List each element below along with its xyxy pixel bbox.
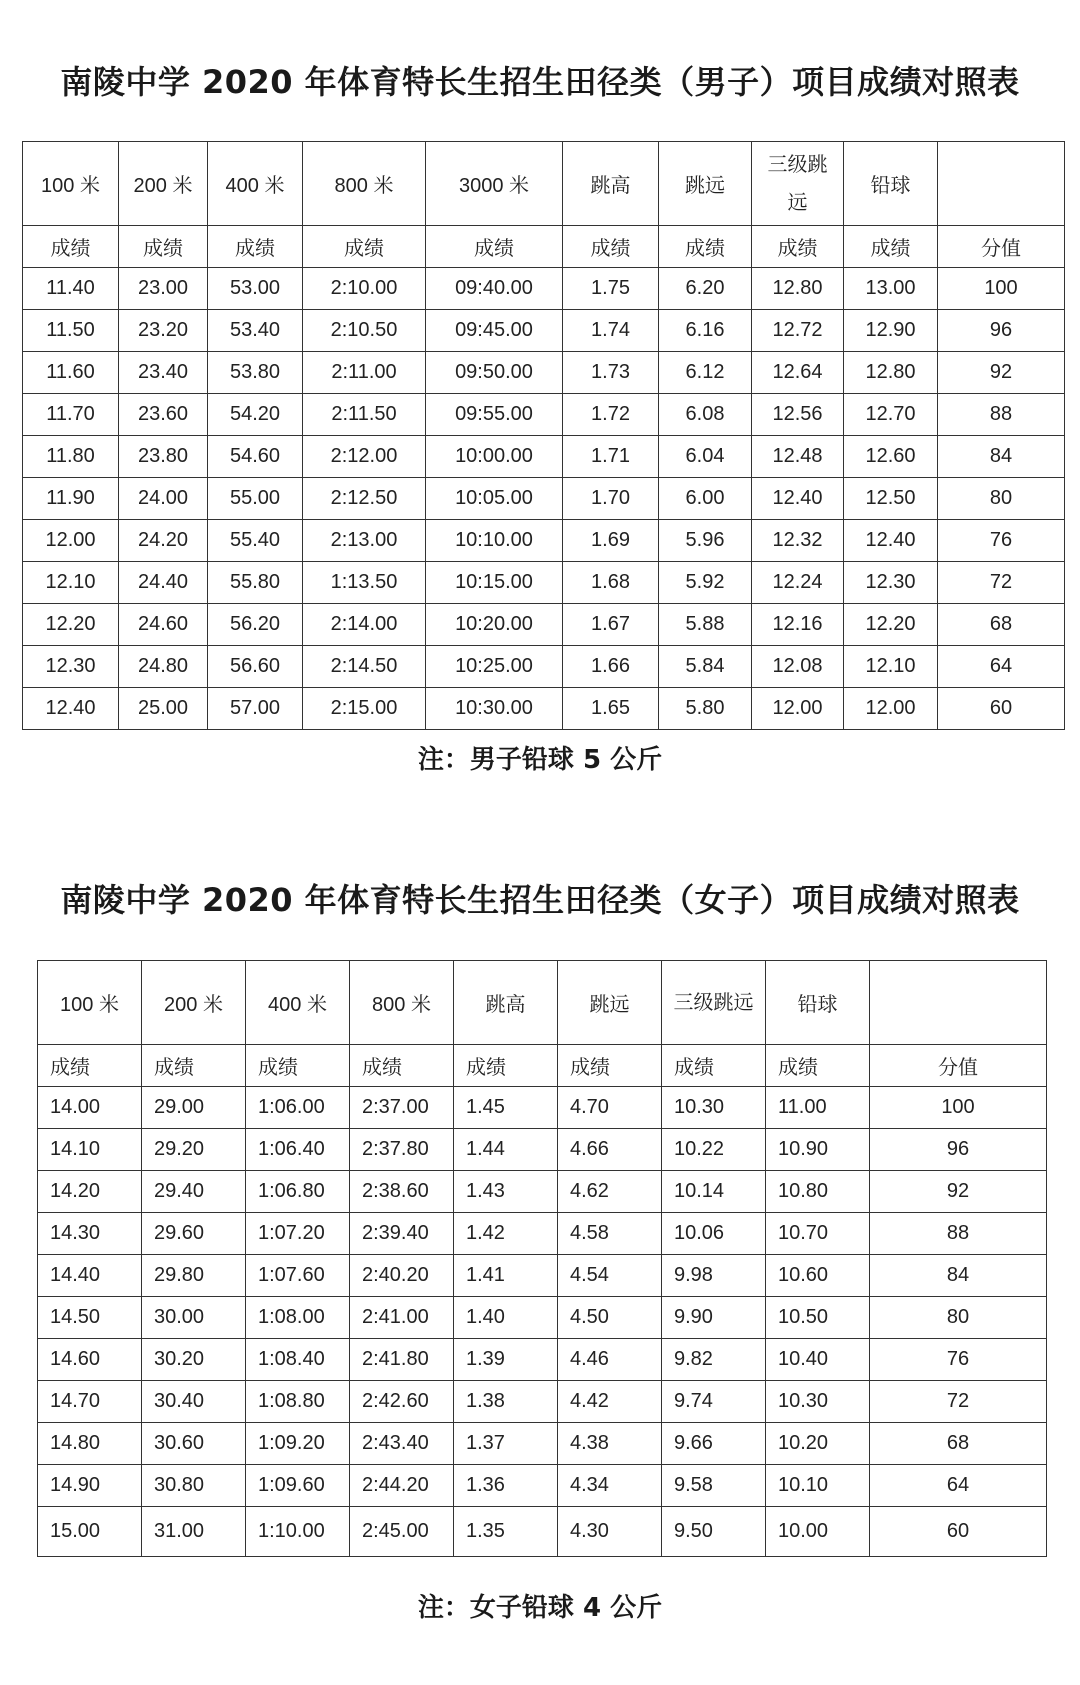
women-event-200m: 200 米 — [142, 961, 246, 1045]
men-table-row — [23, 478, 1065, 520]
men-table-row — [23, 268, 1065, 310]
women-table-cell: 9.50 — [662, 1507, 766, 1557]
women-table-title: 南陵中学 2020 年体育特长生招生田径类（女子）项目成绩对照表 — [60, 881, 1020, 919]
men-table-cell: 23.20 — [119, 310, 208, 352]
women-table-cell: 2:44.20 — [350, 1465, 454, 1507]
men-table-cell: 12.48 — [752, 436, 844, 478]
men-table-cell: 1.75 — [563, 268, 659, 310]
men-table-cell: 12.24 — [752, 562, 844, 604]
men-table-row — [23, 520, 1065, 562]
women-table-cell: 1.44 — [454, 1129, 558, 1171]
men-event-blank — [938, 142, 1065, 226]
men-table-cell: 57.00 — [208, 688, 303, 730]
men-table-cell: 10:05.00 — [426, 478, 563, 520]
men-table-cell: 13.00 — [844, 268, 938, 310]
women-table-cell: 1:08.80 — [246, 1381, 350, 1423]
men-table-cell: 1.70 — [563, 478, 659, 520]
men-table-cell: 60 — [938, 688, 1065, 730]
men-table-cell: 11.70 — [23, 394, 119, 436]
men-table-cell: 1.68 — [563, 562, 659, 604]
men-table-cell: 1.67 — [563, 604, 659, 646]
men-table-cell: 68 — [938, 604, 1065, 646]
men-table-cell: 1:13.50 — [303, 562, 426, 604]
men-points-label: 分值 — [938, 226, 1065, 268]
men-table-cell: 25.00 — [119, 688, 208, 730]
men-table-cell: 6.16 — [659, 310, 752, 352]
men-score-label: 成绩 — [119, 226, 208, 268]
women-table-cell: 92 — [870, 1171, 1047, 1213]
men-table-note: 注：男子铅球 5 公斤 — [417, 745, 663, 775]
men-event-high-jump: 跳高 — [563, 142, 659, 226]
men-table-cell: 12.80 — [844, 352, 938, 394]
men-table-cell: 12.00 — [844, 688, 938, 730]
men-table-row — [23, 688, 1065, 730]
men-table-cell: 24.00 — [119, 478, 208, 520]
women-table-row — [38, 1087, 1047, 1129]
women-table-cell: 9.74 — [662, 1381, 766, 1423]
men-score-label: 成绩 — [303, 226, 426, 268]
women-table-cell: 30.80 — [142, 1465, 246, 1507]
men-event-3000m: 3000 米 — [426, 142, 563, 226]
men-table-cell: 12.40 — [23, 688, 119, 730]
men-table-cell: 11.90 — [23, 478, 119, 520]
men-table-cell: 10:00.00 — [426, 436, 563, 478]
women-table-cell: 9.58 — [662, 1465, 766, 1507]
men-table-cell: 1.66 — [563, 646, 659, 688]
women-table-cell: 1.41 — [454, 1255, 558, 1297]
women-table-cell: 4.42 — [558, 1381, 662, 1423]
women-table-cell: 64 — [870, 1465, 1047, 1507]
women-table-cell: 1:06.80 — [246, 1171, 350, 1213]
men-table-cell: 12.80 — [752, 268, 844, 310]
men-table-cell: 12.20 — [844, 604, 938, 646]
men-table-cell: 11.40 — [23, 268, 119, 310]
men-table-cell: 12.00 — [23, 520, 119, 562]
women-table-cell: 29.00 — [142, 1087, 246, 1129]
women-table-cell: 14.20 — [38, 1171, 142, 1213]
men-table-cell: 11.80 — [23, 436, 119, 478]
men-table-row — [23, 646, 1065, 688]
women-event-high-jump: 跳高 — [454, 961, 558, 1045]
women-table-cell: 4.50 — [558, 1297, 662, 1339]
men-table-cell: 53.80 — [208, 352, 303, 394]
women-table-cell: 10.50 — [766, 1297, 870, 1339]
men-table-cell: 6.12 — [659, 352, 752, 394]
women-table-cell: 29.80 — [142, 1255, 246, 1297]
women-table-cell: 76 — [870, 1339, 1047, 1381]
men-table-cell: 12.10 — [844, 646, 938, 688]
women-table-cell: 30.60 — [142, 1423, 246, 1465]
women-score-label: 成绩 — [350, 1045, 454, 1087]
men-table-cell: 23.00 — [119, 268, 208, 310]
women-table-cell: 30.00 — [142, 1297, 246, 1339]
men-table-cell: 54.60 — [208, 436, 303, 478]
men-table-cell: 12.90 — [844, 310, 938, 352]
men-table-cell: 56.60 — [208, 646, 303, 688]
women-table-cell: 1:07.60 — [246, 1255, 350, 1297]
women-table-cell: 10.90 — [766, 1129, 870, 1171]
women-score-label: 成绩 — [142, 1045, 246, 1087]
women-table-cell: 2:42.60 — [350, 1381, 454, 1423]
men-table-cell: 12.64 — [752, 352, 844, 394]
women-event-400m: 400 米 — [246, 961, 350, 1045]
women-score-label-row — [38, 1045, 1047, 1087]
women-table-cell: 10.06 — [662, 1213, 766, 1255]
women-table-cell: 1.42 — [454, 1213, 558, 1255]
women-table-row — [38, 1507, 1047, 1557]
women-table-cell: 30.20 — [142, 1339, 246, 1381]
women-table-row — [38, 1129, 1047, 1171]
men-table-row — [23, 562, 1065, 604]
women-table-cell: 29.40 — [142, 1171, 246, 1213]
men-event-shot-put: 铅球 — [844, 142, 938, 226]
women-table-cell: 4.62 — [558, 1171, 662, 1213]
men-table-cell: 1.69 — [563, 520, 659, 562]
men-table-cell: 2:10.50 — [303, 310, 426, 352]
men-score-label: 成绩 — [426, 226, 563, 268]
men-score-label: 成绩 — [23, 226, 119, 268]
women-table-cell: 100 — [870, 1087, 1047, 1129]
women-score-label: 成绩 — [246, 1045, 350, 1087]
men-table-cell: 2:13.00 — [303, 520, 426, 562]
men-table-cell: 2:11.50 — [303, 394, 426, 436]
men-table-cell: 2:14.50 — [303, 646, 426, 688]
men-table-cell: 12.56 — [752, 394, 844, 436]
men-score-label: 成绩 — [844, 226, 938, 268]
women-table-cell: 11.00 — [766, 1087, 870, 1129]
women-points-label: 分值 — [870, 1045, 1047, 1087]
women-table-cell: 80 — [870, 1297, 1047, 1339]
women-table-cell: 1.36 — [454, 1465, 558, 1507]
women-table-cell: 2:40.20 — [350, 1255, 454, 1297]
women-table-cell: 14.10 — [38, 1129, 142, 1171]
men-table-cell: 6.04 — [659, 436, 752, 478]
women-table-row — [38, 1255, 1047, 1297]
women-table-cell: 2:41.00 — [350, 1297, 454, 1339]
men-table-cell: 24.20 — [119, 520, 208, 562]
men-table-cell: 72 — [938, 562, 1065, 604]
men-table-cell: 10:10.00 — [426, 520, 563, 562]
men-table-cell: 2:10.00 — [303, 268, 426, 310]
women-table-cell: 10.40 — [766, 1339, 870, 1381]
men-table-cell: 5.80 — [659, 688, 752, 730]
men-table-cell: 12.30 — [23, 646, 119, 688]
men-table-cell: 6.08 — [659, 394, 752, 436]
women-table-cell: 10.30 — [662, 1087, 766, 1129]
women-table-cell: 4.70 — [558, 1087, 662, 1129]
women-table-note: 注：女子铅球 4 公斤 — [417, 1593, 663, 1623]
women-table-cell: 1:08.00 — [246, 1297, 350, 1339]
women-score-label: 成绩 — [558, 1045, 662, 1087]
men-table-cell: 6.00 — [659, 478, 752, 520]
women-table-row — [38, 1423, 1047, 1465]
women-table-cell: 68 — [870, 1423, 1047, 1465]
women-table-cell: 9.82 — [662, 1339, 766, 1381]
women-table-cell: 1:06.00 — [246, 1087, 350, 1129]
men-table-cell: 96 — [938, 310, 1065, 352]
women-table-cell: 4.38 — [558, 1423, 662, 1465]
men-table-cell: 12.16 — [752, 604, 844, 646]
women-table-cell: 1.45 — [454, 1087, 558, 1129]
women-table-cell: 2:45.00 — [350, 1507, 454, 1557]
women-table-cell: 14.30 — [38, 1213, 142, 1255]
women-table-cell: 4.46 — [558, 1339, 662, 1381]
men-table-cell: 55.80 — [208, 562, 303, 604]
men-table-cell: 09:55.00 — [426, 394, 563, 436]
men-event-triple-jump: 三级跳远 — [752, 142, 844, 226]
men-event-800m: 800 米 — [303, 142, 426, 226]
women-table-cell: 1.39 — [454, 1339, 558, 1381]
women-table-cell: 10.10 — [766, 1465, 870, 1507]
women-table-cell: 14.90 — [38, 1465, 142, 1507]
men-table-cell: 2:12.00 — [303, 436, 426, 478]
men-table-cell: 12.40 — [844, 520, 938, 562]
women-table-cell: 14.00 — [38, 1087, 142, 1129]
men-table-cell: 10:25.00 — [426, 646, 563, 688]
women-event-blank — [870, 961, 1047, 1045]
women-table-cell: 14.60 — [38, 1339, 142, 1381]
men-score-label: 成绩 — [563, 226, 659, 268]
men-table-cell: 23.80 — [119, 436, 208, 478]
women-table-cell: 1.40 — [454, 1297, 558, 1339]
women-table-cell: 1.37 — [454, 1423, 558, 1465]
men-table-cell: 1.73 — [563, 352, 659, 394]
women-table-cell: 2:37.00 — [350, 1087, 454, 1129]
women-score-table — [37, 960, 1047, 1557]
women-table-cell: 4.34 — [558, 1465, 662, 1507]
women-table-cell: 31.00 — [142, 1507, 246, 1557]
men-table-cell: 11.60 — [23, 352, 119, 394]
men-table-cell: 100 — [938, 268, 1065, 310]
men-table-cell: 56.20 — [208, 604, 303, 646]
men-table-cell: 92 — [938, 352, 1065, 394]
men-event-header-row — [23, 142, 1065, 226]
men-table-cell: 09:40.00 — [426, 268, 563, 310]
women-table-row — [38, 1465, 1047, 1507]
women-table-row — [38, 1339, 1047, 1381]
women-table-row — [38, 1297, 1047, 1339]
women-table-cell: 2:38.60 — [350, 1171, 454, 1213]
women-table-cell: 2:43.40 — [350, 1423, 454, 1465]
men-table-cell: 5.88 — [659, 604, 752, 646]
men-table-cell: 24.40 — [119, 562, 208, 604]
women-table-cell: 96 — [870, 1129, 1047, 1171]
men-table-row — [23, 352, 1065, 394]
women-event-100m: 100 米 — [38, 961, 142, 1045]
women-table-cell: 9.98 — [662, 1255, 766, 1297]
men-table-cell: 2:15.00 — [303, 688, 426, 730]
men-table-cell: 2:14.00 — [303, 604, 426, 646]
women-table-cell: 60 — [870, 1507, 1047, 1557]
men-table-row — [23, 436, 1065, 478]
men-score-label: 成绩 — [752, 226, 844, 268]
women-table-cell: 14.70 — [38, 1381, 142, 1423]
women-table-cell: 9.66 — [662, 1423, 766, 1465]
men-table-cell: 54.20 — [208, 394, 303, 436]
women-table-row — [38, 1381, 1047, 1423]
women-table-cell: 10.70 — [766, 1213, 870, 1255]
men-table-cell: 24.80 — [119, 646, 208, 688]
men-table-cell: 10:15.00 — [426, 562, 563, 604]
women-table-cell: 14.50 — [38, 1297, 142, 1339]
men-table-cell: 1.65 — [563, 688, 659, 730]
men-table-cell: 5.96 — [659, 520, 752, 562]
men-table-cell: 09:50.00 — [426, 352, 563, 394]
women-table-cell: 1:06.40 — [246, 1129, 350, 1171]
men-table-cell: 09:45.00 — [426, 310, 563, 352]
men-table-cell: 12.70 — [844, 394, 938, 436]
men-table-cell: 5.92 — [659, 562, 752, 604]
men-table-cell: 12.10 — [23, 562, 119, 604]
women-score-label: 成绩 — [766, 1045, 870, 1087]
men-table-cell: 53.40 — [208, 310, 303, 352]
women-table-cell: 10.00 — [766, 1507, 870, 1557]
women-table-row — [38, 1171, 1047, 1213]
women-table-cell: 1:10.00 — [246, 1507, 350, 1557]
men-table-cell: 1.71 — [563, 436, 659, 478]
women-table-cell: 88 — [870, 1213, 1047, 1255]
women-table-cell: 84 — [870, 1255, 1047, 1297]
men-table-cell: 11.50 — [23, 310, 119, 352]
men-table-cell: 6.20 — [659, 268, 752, 310]
men-table-cell: 12.08 — [752, 646, 844, 688]
women-table-cell: 1.43 — [454, 1171, 558, 1213]
women-table-cell: 14.40 — [38, 1255, 142, 1297]
men-table-cell: 55.40 — [208, 520, 303, 562]
men-table-cell: 88 — [938, 394, 1065, 436]
women-event-shot-put: 铅球 — [766, 961, 870, 1045]
women-score-label: 成绩 — [454, 1045, 558, 1087]
women-table-cell: 14.80 — [38, 1423, 142, 1465]
men-table-row — [23, 394, 1065, 436]
men-table-cell: 80 — [938, 478, 1065, 520]
men-table-cell: 12.72 — [752, 310, 844, 352]
men-table-cell: 23.40 — [119, 352, 208, 394]
men-table-cell: 2:11.00 — [303, 352, 426, 394]
men-table-title: 南陵中学 2020 年体育特长生招生田径类（男子）项目成绩对照表 — [60, 63, 1020, 101]
men-table-cell: 76 — [938, 520, 1065, 562]
women-table-cell: 1:09.20 — [246, 1423, 350, 1465]
men-table-cell: 12.30 — [844, 562, 938, 604]
women-table-cell: 2:37.80 — [350, 1129, 454, 1171]
women-table-cell: 29.20 — [142, 1129, 246, 1171]
men-table-cell: 12.00 — [752, 688, 844, 730]
women-table-cell: 10.60 — [766, 1255, 870, 1297]
women-table-cell: 10.22 — [662, 1129, 766, 1171]
men-event-100m: 100 米 — [23, 142, 119, 226]
men-score-label: 成绩 — [659, 226, 752, 268]
men-table-cell: 1.74 — [563, 310, 659, 352]
men-table-cell: 12.32 — [752, 520, 844, 562]
women-table-cell: 30.40 — [142, 1381, 246, 1423]
women-table-cell: 1.35 — [454, 1507, 558, 1557]
women-score-label: 成绩 — [38, 1045, 142, 1087]
women-event-triple-jump: 三级跳远 — [662, 961, 766, 1045]
men-table-cell: 12.20 — [23, 604, 119, 646]
men-table-cell: 24.60 — [119, 604, 208, 646]
women-table-row — [38, 1213, 1047, 1255]
men-table-cell: 55.00 — [208, 478, 303, 520]
men-score-table — [22, 141, 1065, 730]
men-table-cell: 64 — [938, 646, 1065, 688]
women-event-header-row — [38, 961, 1047, 1045]
women-table-cell: 4.30 — [558, 1507, 662, 1557]
men-table-row — [23, 604, 1065, 646]
men-table-cell: 53.00 — [208, 268, 303, 310]
women-table-cell: 72 — [870, 1381, 1047, 1423]
men-event-long-jump: 跳远 — [659, 142, 752, 226]
men-table-cell: 1.72 — [563, 394, 659, 436]
women-table-cell: 10.30 — [766, 1381, 870, 1423]
women-table-cell: 29.60 — [142, 1213, 246, 1255]
men-table-cell: 12.60 — [844, 436, 938, 478]
men-table-cell: 23.60 — [119, 394, 208, 436]
women-table-cell: 10.14 — [662, 1171, 766, 1213]
men-table-cell: 5.84 — [659, 646, 752, 688]
women-table-cell: 4.66 — [558, 1129, 662, 1171]
women-event-long-jump: 跳远 — [558, 961, 662, 1045]
women-table-cell: 10.20 — [766, 1423, 870, 1465]
men-table-cell: 84 — [938, 436, 1065, 478]
women-table-cell: 10.80 — [766, 1171, 870, 1213]
men-score-label-row — [23, 226, 1065, 268]
men-table-cell: 10:30.00 — [426, 688, 563, 730]
women-table-cell: 4.54 — [558, 1255, 662, 1297]
men-event-200m: 200 米 — [119, 142, 208, 226]
women-score-label: 成绩 — [662, 1045, 766, 1087]
men-table-row — [23, 310, 1065, 352]
women-table-cell: 1:07.20 — [246, 1213, 350, 1255]
women-table-cell: 2:41.80 — [350, 1339, 454, 1381]
men-table-cell: 12.40 — [752, 478, 844, 520]
women-table-cell: 9.90 — [662, 1297, 766, 1339]
women-table-cell: 2:39.40 — [350, 1213, 454, 1255]
women-table-cell: 1.38 — [454, 1381, 558, 1423]
men-table-cell: 2:12.50 — [303, 478, 426, 520]
women-table-cell: 15.00 — [38, 1507, 142, 1557]
men-table-cell: 12.50 — [844, 478, 938, 520]
men-table-cell: 10:20.00 — [426, 604, 563, 646]
men-score-label: 成绩 — [208, 226, 303, 268]
women-event-800m: 800 米 — [350, 961, 454, 1045]
women-table-cell: 1:08.40 — [246, 1339, 350, 1381]
men-event-400m: 400 米 — [208, 142, 303, 226]
women-table-cell: 4.58 — [558, 1213, 662, 1255]
women-table-cell: 1:09.60 — [246, 1465, 350, 1507]
